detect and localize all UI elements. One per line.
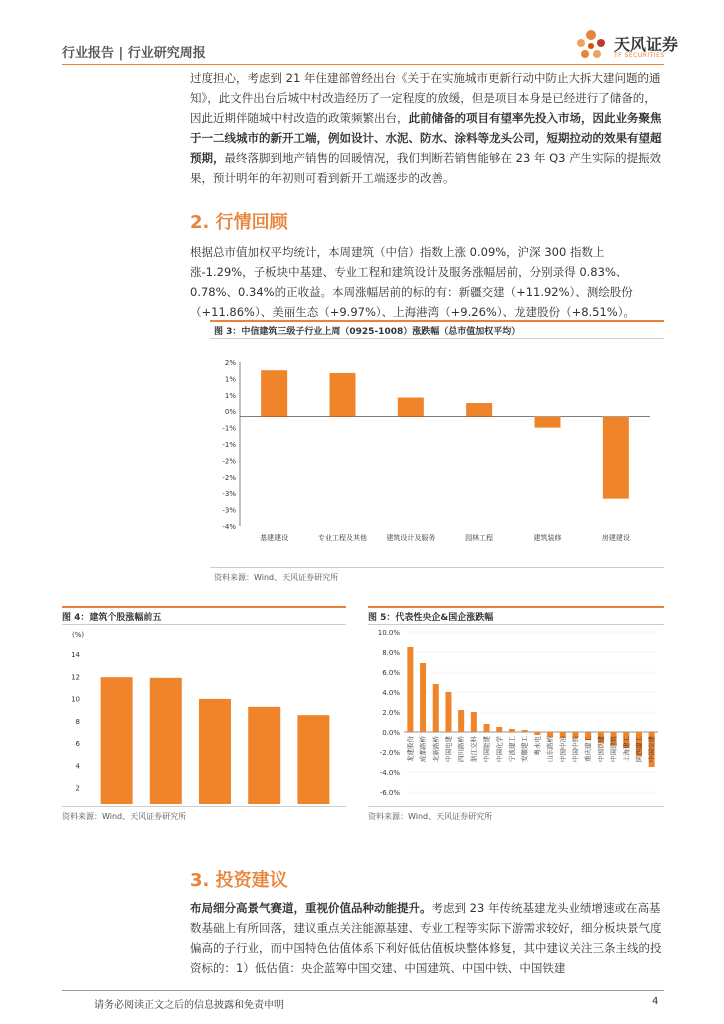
- x-tick-label: 中国电建: [444, 736, 453, 762]
- y-tick-label: 0.0%: [382, 729, 400, 737]
- figure-4-top-rule: [62, 606, 346, 608]
- y-tick-label: -6.0%: [379, 789, 400, 797]
- x-tick-label: 中国中铁: [571, 736, 580, 762]
- y-tick-label: 8.0%: [382, 649, 400, 657]
- y-tick-label: 2.0%: [382, 709, 400, 717]
- y-tick-label: 2: [75, 784, 80, 793]
- figure-3-title: 图 3：中信建筑三级子行业上周（0925-1008）涨跌幅（总市值加权平均）: [214, 327, 521, 337]
- x-tick-label: 龙建股份: [406, 736, 415, 762]
- bar: [484, 724, 490, 732]
- x-tick-label: 中国能建: [482, 736, 491, 762]
- bar: [297, 715, 329, 804]
- header-divider: [62, 64, 664, 65]
- y-tick-label: -4.0%: [379, 769, 400, 777]
- y-tick-label: 14: [71, 651, 80, 659]
- bar: [330, 373, 356, 417]
- figure-4-bottom-rule: [62, 806, 346, 807]
- x-tick-label: 园林工程: [465, 534, 494, 542]
- y-tick-label: -3%: [222, 490, 236, 499]
- x-tick-label: 中国中冶: [558, 736, 567, 762]
- y-tick-label: -1%: [222, 441, 236, 449]
- page-number: 4: [652, 996, 659, 1007]
- section-2-paragraph: 根据总市值加权平均统计，本周建筑（中信）指数上涨 0.09%，沪深 300 指数上涨-1.29%，子板块中基建、专业工程和建筑设计及服务涨幅居前，分别录得 0.83%、0.78%、0.34%的正收益。本周涨幅居前的标的有：新疆交建（+11.92%）、测绘股份（+11.86%）、美丽生态（+9.97%）、上海港湾（+9.26%）、龙建股份（+8.51%）。: [190, 245, 635, 319]
- bar: [199, 699, 231, 804]
- y-tick-label: 2%: [224, 359, 236, 367]
- bar: [466, 403, 492, 417]
- report-type-header: 行业报告 | 行业研究周报: [62, 46, 206, 61]
- bar: [101, 677, 133, 804]
- bar: [248, 707, 280, 804]
- bar: [407, 647, 413, 732]
- y-tick-label: -1%: [222, 424, 236, 433]
- figure-5-chart: [368, 624, 664, 806]
- bar: [535, 417, 561, 428]
- y-tick-label: 1%: [224, 375, 236, 384]
- bar: [522, 730, 528, 732]
- bar: [471, 712, 477, 732]
- bar: [398, 398, 424, 417]
- section-3-text: 考虑到 23 年传统基建龙头业绩增速或在高基数基础上有所回落，建议重点关注能源基建、专业工程等实际下游需求较好，细分板块景气度偏高的子行业，而中国特色估值体系下利好低估值板块整体修复，其中建议关注三条主线的投资标的：1）低估值：央企蓝筹中国交建、中国建筑、中国中铁、中国铁建: [190, 901, 662, 975]
- bar: [433, 684, 439, 732]
- section-2-title: 2. 行情回顾: [190, 212, 288, 233]
- x-tick-label: 山东路桥: [546, 736, 555, 762]
- figure-5-bottom-rule: [368, 806, 664, 807]
- x-tick-label: 建筑设计及服务: [386, 534, 436, 542]
- bar: [534, 732, 540, 735]
- x-tick-label: 房建建设: [601, 534, 630, 542]
- y-axis-unit: (%): [72, 631, 85, 639]
- section-3-bold-text: 布局细分高景气赛道，重视价值品种动能提升。: [190, 901, 432, 915]
- bar: [420, 663, 426, 732]
- intro-paragraph: [190, 68, 664, 188]
- x-tick-label: 上海建工: [622, 736, 631, 762]
- section-3-paragraph: [190, 898, 664, 978]
- intro-text-2: 最终落脚到地产销售的回暖情况，我们判断若销售能够在 23 年 Q3 产生实际的提振效果，预计明年的年初则可看到新开工端逐步的改善。: [190, 151, 662, 185]
- figure-3-bottom-rule: [210, 567, 664, 568]
- y-tick-label: 12: [71, 673, 80, 682]
- bar: [150, 678, 182, 804]
- x-tick-label: 中国交建: [647, 736, 656, 762]
- x-tick-label: 中国建筑: [609, 736, 618, 762]
- y-tick-label: 10: [71, 695, 80, 704]
- y-tick-label: 0%: [224, 408, 236, 417]
- y-tick-label: 6.0%: [382, 669, 400, 677]
- bar: [445, 692, 451, 732]
- figure-5-title: 图 5：代表性央企&国企涨跌幅: [368, 613, 494, 623]
- figure-4-chart: [62, 626, 346, 804]
- figure-3-source: 资料来源：Wind、天风证券研究所: [214, 573, 339, 582]
- y-tick-label: 10.0%: [377, 629, 400, 637]
- figure-5-top-rule: [368, 606, 664, 608]
- logo-subtext: TF SECURITIES: [614, 52, 665, 59]
- footer-disclaimer: 请务必阅读正文之后的信息披露和免责申明: [94, 1000, 284, 1011]
- x-tick-label: 重庆建工: [584, 736, 593, 762]
- footer-divider: [62, 990, 664, 991]
- bar: [509, 729, 515, 732]
- x-tick-label: 建筑装修: [533, 534, 562, 542]
- x-tick-label: 四川路桥: [457, 736, 466, 762]
- x-tick-label: 陕西建工: [634, 736, 643, 762]
- x-tick-label: 安徽建工: [520, 736, 529, 762]
- x-tick-label: 北新路桥: [431, 736, 440, 762]
- x-tick-label: 粤水电: [533, 736, 542, 756]
- y-tick-label: -2.0%: [379, 749, 400, 757]
- bar: [603, 417, 629, 499]
- y-tick-label: 4: [75, 762, 80, 771]
- intro-bold-text: 此前储备的项目有望率先投入市场，因此业务聚焦于一二线城市的新开工端，例如设计、水泥、防水、涂料等龙头公司，短期拉动的效果有望超预期，: [190, 111, 662, 165]
- x-tick-label: 浙江交科: [469, 736, 478, 762]
- x-tick-label: 基建建设: [260, 534, 289, 542]
- bar: [496, 727, 502, 732]
- y-tick-label: 8: [75, 717, 80, 726]
- y-tick-label: -2%: [222, 473, 236, 482]
- figure-3-title-rule: [210, 338, 664, 339]
- intro-text-1: 过度担心，考虑到 21 年住建部曾经出台《关于在实施城市更新行动中防止大拆大建问题的通知》，此文件出台后城中村改造经历了一定程度的放缓，但是项目本身是已经进行了储备的，因此近期伴随城中村改造的政策频繁出台，: [190, 71, 661, 125]
- bar: [261, 370, 287, 416]
- figure-4-source: 资料来源：Wind、天风证券研究所: [62, 812, 187, 821]
- logo-text: 天风证券: [614, 35, 679, 54]
- figure-3-chart: [210, 346, 664, 566]
- y-tick-label: 4.0%: [382, 689, 400, 697]
- figure-3-top-rule: [210, 320, 664, 322]
- x-tick-label: 中国化学: [495, 736, 504, 762]
- y-tick-label: -2%: [222, 457, 236, 466]
- x-tick-label: 成都路桥: [419, 736, 428, 762]
- figure-5-source: 资料来源：Wind、天风证券研究所: [368, 812, 493, 821]
- y-tick-label: -4%: [222, 523, 236, 531]
- y-tick-label: 1%: [224, 391, 236, 400]
- logo-icon: [572, 26, 610, 64]
- figure-4-title-rule: [62, 624, 346, 625]
- y-tick-label: -3%: [222, 506, 236, 515]
- section-3-title: 3. 投资建议: [190, 870, 288, 891]
- bar: [458, 710, 464, 732]
- figure-4-title: 图 4：建筑个股涨幅前五: [62, 613, 162, 623]
- y-tick-label: 6: [75, 740, 80, 749]
- x-tick-label: 宁波建工: [507, 736, 516, 762]
- x-tick-label: 专业工程及其他: [318, 534, 367, 542]
- x-tick-label: 中国铁建: [596, 736, 605, 762]
